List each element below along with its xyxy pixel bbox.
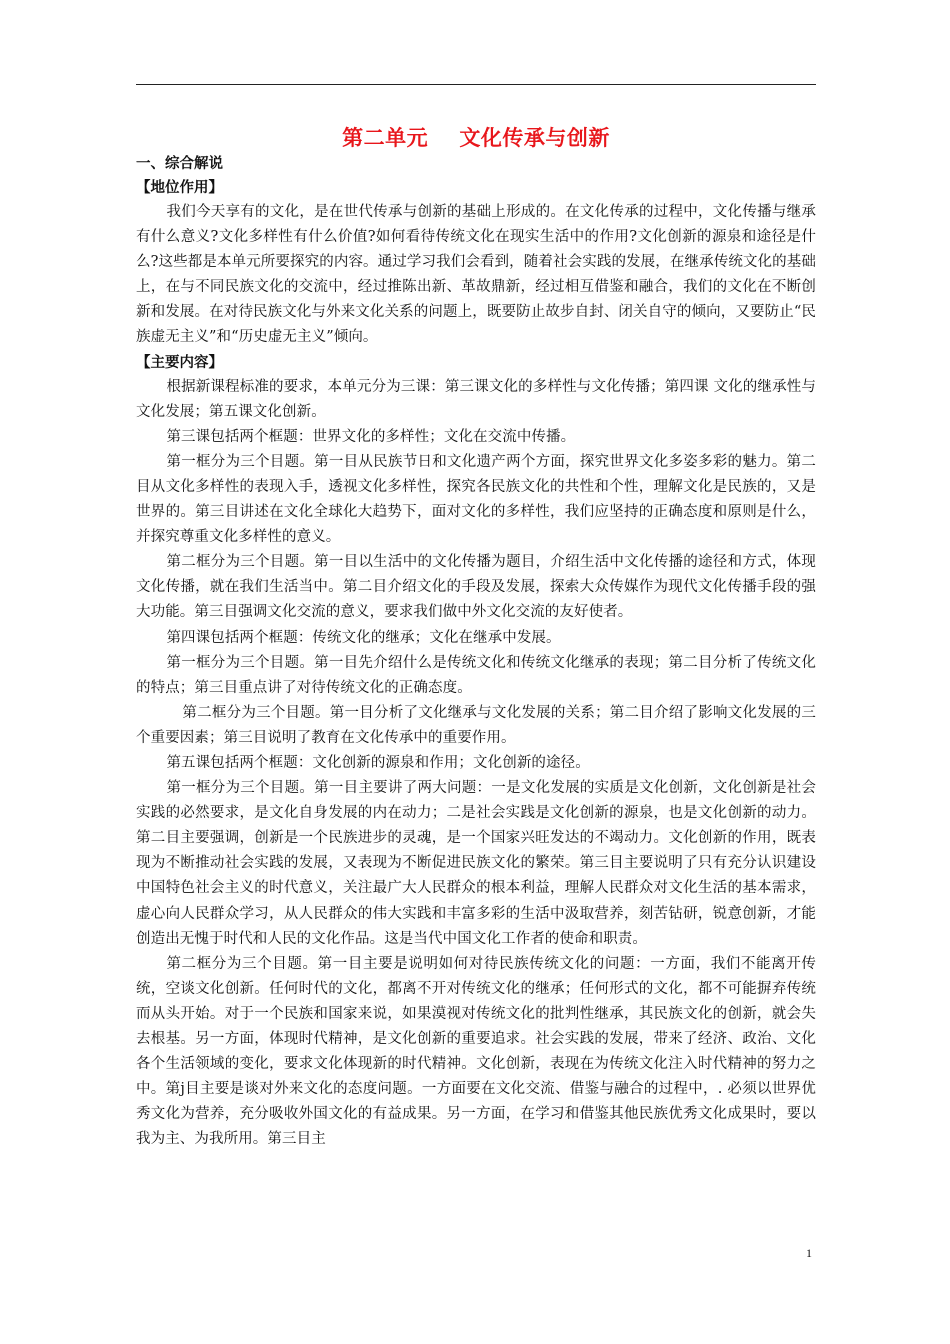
paragraph: 第一框分为三个目题。第一目先介绍什么是传统文化和传统文化继承的表现；第二目分析了传统文化的特点；第三目重点讲了对待传统文化的正确态度。 xyxy=(136,654,816,696)
subheading-content: 【主要内容】 xyxy=(136,354,223,371)
section-heading: 一、综合解说 xyxy=(136,156,223,172)
header-rule xyxy=(136,84,816,85)
subheading-role: 【地位作用】 xyxy=(136,180,223,196)
paragraph-role: 我们今天享有的文化，是在世代传承与创新的基础上形成的。在文化传承的过程中，文化传播与继承有什么意义?文化多样性有什么价值?如何看待传统文化在现实生活中的作用?文化创新的源泉和途径是什么?这些都是本单元所要探究的内容。通过学习我们会看到，随着社会实践的发展，在继承传统文化的基础上，在与不同民族文化的交流中，经过推陈出新、革故鼎新，经过相互借鉴和融合，我们的文化在不断创新和发展。在对待民族文化与外来文化关系的问题上，既要防止故步自封、闭关自守的倾向，又要防止“民族虚无主义”和“历史虚无主义”倾向。 xyxy=(136,204,816,346)
page-number: 1 xyxy=(806,1246,812,1260)
paragraph: 第一框分为三个目题。第一目主要讲了两大问题：一是文化发展的实质是文化创新，文化创新是社会实践的必然要求，是文化自身发展的内在动力；二是社会实践是文化创新的源泉，也是文化创新的动力。第二目主要强调，创新是一个民族进步的灵魂，是一个国家兴旺发达的不竭动力。文化创新的作用，既表现为不断推动社会实践的发展，又表现为不断促进民族文化的繁荣。第三目主要说明了只有充分认识建设中国特色社会主义的时代意义，关注最广大人民群众的根本利益，理解人民群众对文化生活的基本需求，虚心向人民群众学习，从人民群众的伟大实践和丰富多彩的生活中汲取营养，刻苦钻研，锐意创新，才能创造出无愧于时代和人民的文化作品。这是当代中国文化工作者的使命和职责。 xyxy=(136,780,816,947)
document-body xyxy=(136,152,816,1152)
paragraph: 第二框分为三个目题。第一目主要是说明如何对待民族传统文化的问题：一方面，我们不能离开传统，空谈文化创新。任何时代的文化，都离不开对传统文化的继承；任何形式的文化，都不可能摒弃传统而从头开始。对于一个民族和国家来说，如果漠视对传统文化的批判性继承，其民族文化的创新，就会失去根基。另一方面，体现时代精神，是文化创新的重要追求。社会实践的发展，带来了经济、政治、文化各个生活领域的变化，要求文化体现新的时代精神。文化创新，表现在为传统文化注入时代精神的努力之中。第j目主要是谈对外来文化的态度问题。一方面要在文化交流、借鉴与融合的过程中，. 必须以世界优秀文化为营养，充分吸收外国文化的有益成果。另一方面，在学习和借鉴其他民族优秀文化成果时，要以我为主、为我所用。第三目主 xyxy=(136,955,816,1148)
paragraph: 根据新课程标准的要求，本单元分为三课：第三课文化的多样性与文化传播；第四课 文化的继承性与文化发展；第五课文化创新。 xyxy=(136,378,816,420)
paragraph: 第四课包括两个框题：传统文化的继承；文化在继承中发展。 xyxy=(166,629,561,646)
paragraph: 第三课包括两个框题：世界文化的多样性；文化在交流中传播。 xyxy=(166,428,576,445)
paragraph: 第二框分为三个目题。第一目分析了文化继承与文化发展的关系；第二目介绍了影响文化发展的三个重要因素；第三目说明了教育在文化传承中的重要作用。 xyxy=(136,704,816,746)
paragraph: 第一框分为三个目题。第一目从民族节日和文化遗产两个方面，探究世界文化多姿多彩的魅力。第二目从文化多样性的表现入手，透视文化多样性，探究各民族文化的共性和个性，理解文化是民族的，又是世界的。第三目讲述在文化全球化大趋势下，面对文化的多样性，我们应坚持的正确态度和原则是什么，并探究尊重文化多样性的意义。 xyxy=(136,453,816,546)
page-title: 第二单元 文化传承与创新 xyxy=(342,126,610,150)
paragraph: 第五课包括两个框题：文化创新的源泉和作用；文化创新的途径。 xyxy=(166,754,590,771)
paragraph: 第二框分为三个目题。第一目以生活中的文化传播为题目，介绍生活中文化传播的途径和方式，体现文化传播，就在我们生活当中。第二目介绍文化的手段及发展，探索大众传媒作为现代文化传播手段的强大功能。第三目强调文化交流的意义，要求我们做中外文化交流的友好使者。 xyxy=(136,554,816,621)
